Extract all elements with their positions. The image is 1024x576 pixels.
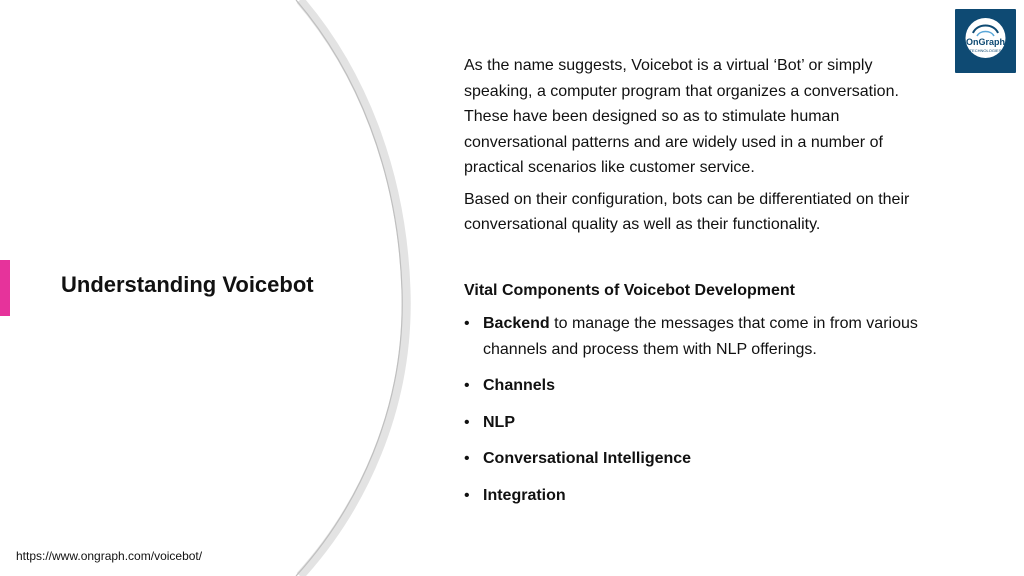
components-heading: Vital Components of Voicebot Development: [464, 281, 795, 299]
logo-text-main: OnGraph: [965, 37, 1006, 47]
list-item: [464, 446, 934, 472]
content-column: [464, 53, 934, 519]
components-list: [464, 311, 934, 508]
list-item: [464, 311, 934, 362]
bullet-icon: •: [464, 315, 470, 332]
component-label: Channels: [483, 377, 556, 394]
bullet-icon: •: [464, 450, 470, 467]
bullet-icon: •: [464, 377, 470, 394]
list-item: [464, 483, 934, 509]
component-label: Backend: [483, 315, 550, 332]
list-item: [464, 373, 934, 399]
footer-url[interactable]: https://www.ongraph.com/voicebot/: [16, 549, 203, 563]
bullet-icon: •: [464, 486, 470, 504]
component-label: Conversational Intelligence: [483, 450, 692, 467]
logo-graphic: [955, 9, 1016, 73]
list-item: [464, 410, 934, 436]
slide-title: Understanding Voicebot: [61, 272, 314, 297]
ongraph-logo: [955, 9, 1016, 73]
bullet-icon: •: [464, 413, 470, 431]
accent-bar: [0, 260, 10, 316]
configuration-paragraph: Based on their configuration, bots can be differentiated on their conversational quality as well as their functionality.: [464, 190, 910, 233]
logo-text-sub: TECHNOLOGIES: [969, 48, 1002, 53]
component-description: to manage the messages that come in from various channels and process them with NLP offerings.: [483, 315, 918, 358]
intro-paragraph: As the name suggests, Voicebot is a virtual ‘Bot’ or simply speaking, a computer program that organizes a conversation. These have been designed so as to stimulate human conversational patterns and are widely used in a number of practical scenarios like customer service.: [464, 57, 899, 176]
component-label: NLP: [483, 413, 515, 431]
component-label: Integration: [483, 486, 566, 504]
